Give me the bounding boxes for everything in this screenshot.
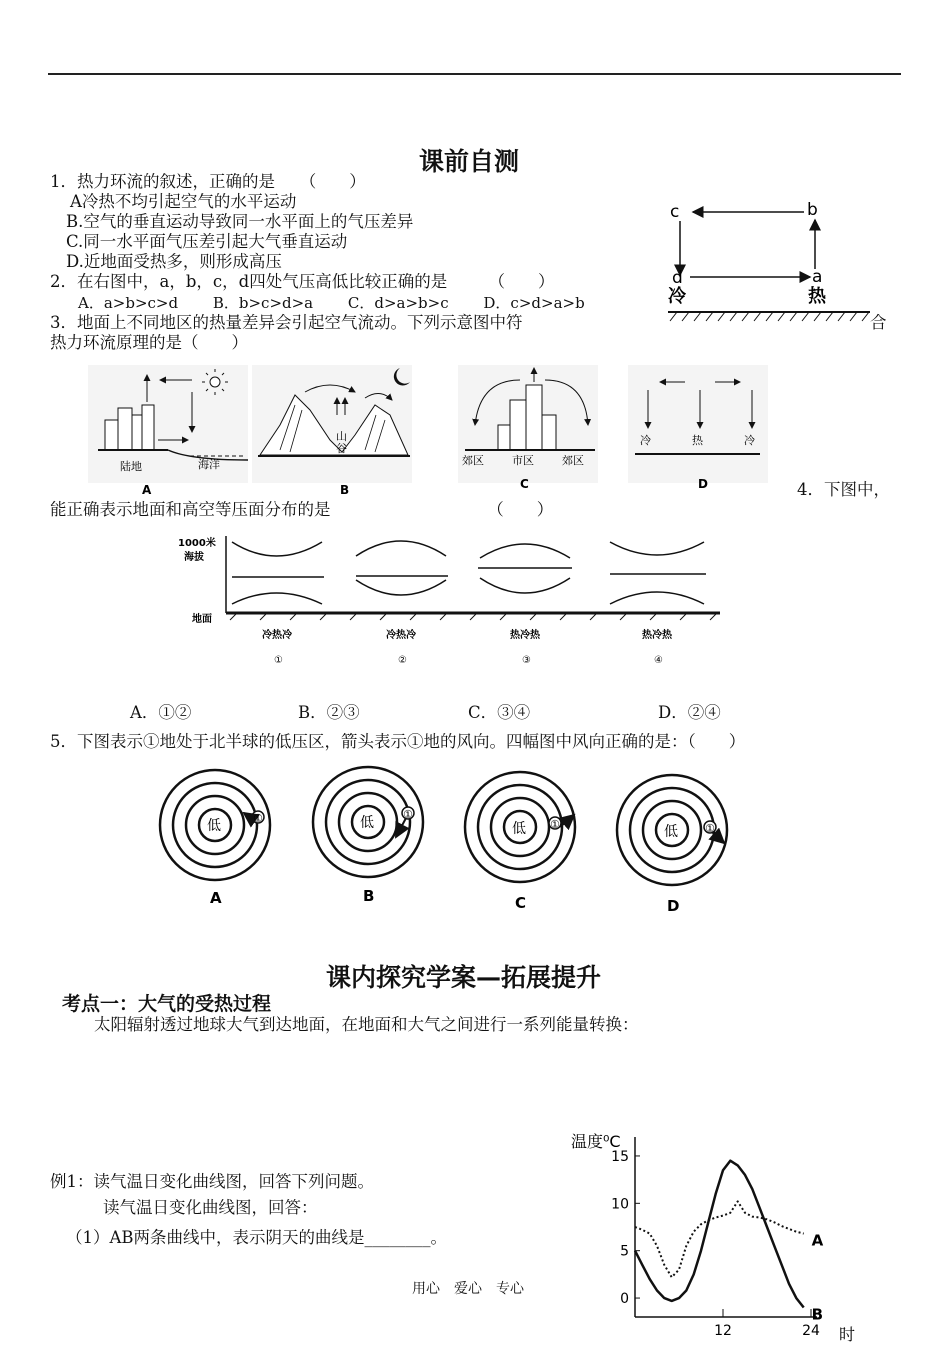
q3-panel-b: [252, 365, 412, 495]
svg-text:①: ①: [550, 818, 560, 831]
svg-text:市区: 市区: [512, 454, 534, 467]
svg-text:B: B: [340, 483, 350, 495]
svg-text:低: 低: [664, 824, 678, 840]
svg-text:海洋: 海洋: [198, 458, 220, 471]
svg-text:低: 低: [207, 818, 221, 834]
svg-text:①: ①: [705, 822, 715, 835]
q4-isobar-diagram: [170, 530, 730, 675]
q4-option-d: D．②④: [658, 703, 721, 722]
header-rule: [48, 73, 901, 75]
svg-text:低: 低: [512, 821, 526, 837]
example-1-line1: 例1：读气温日变化曲线图，回答下列问题。: [50, 1172, 374, 1191]
svg-text:③: ③: [522, 655, 531, 666]
q4-panel-1: [232, 542, 324, 666]
point-a: a: [812, 267, 823, 287]
q3-panel-c: [458, 365, 598, 491]
svg-text:D: D: [667, 897, 680, 915]
q1-option-d: D.近地面受热多，则形成高压: [66, 252, 282, 271]
series-line-a: [635, 1201, 804, 1277]
q4-panel-4: [610, 542, 706, 666]
svg-text:冷: 冷: [744, 434, 755, 447]
q3-stem: 3．地面上不同地区的热量差异会引起空气流动。下列示意图中符: [50, 313, 523, 332]
q4-option-b: B．②③: [298, 703, 360, 722]
q2-stem: 2．在右图中，a，b，c，d四处气压高低比较正确的是 （ ）: [50, 272, 555, 291]
point-b: b: [807, 200, 818, 220]
q2-circulation-diagram: [660, 195, 900, 330]
ground-hatch: [670, 312, 869, 321]
svg-text:陆地: 陆地: [120, 460, 142, 473]
svg-text:B: B: [363, 887, 375, 905]
q1-option-c: C.同一水平面气压差引起大气垂直运动: [66, 232, 348, 251]
svg-text:①: ①: [403, 808, 413, 821]
point-1-intro: 太阳辐射透过地球大气到达地面，在地面和大气之间进行一系列能量转换：: [94, 1015, 639, 1034]
svg-text:郊区: 郊区: [562, 454, 584, 467]
y-tick-label: 15: [611, 1148, 629, 1165]
section-title-pre-test: 课前自测: [419, 147, 520, 176]
svg-text:冷热冷: 冷热冷: [386, 630, 416, 641]
q3-panel-d: [628, 365, 768, 491]
q1-stem: 1．热力环流的叙述，正确的是 （ ）: [50, 172, 366, 191]
series-label-b: B: [811, 1305, 824, 1324]
svg-text:C: C: [515, 894, 527, 912]
svg-text:D: D: [698, 477, 708, 491]
q4-option-c: C．③④: [468, 703, 531, 722]
q3-panels: [80, 360, 780, 495]
svg-text:低: 低: [360, 815, 374, 831]
svg-text:①: ①: [274, 655, 283, 666]
page-footer: 用心 爱心 专心: [412, 1281, 524, 1297]
x-tick-label: 24: [802, 1323, 820, 1339]
q1-option-a: A冷热不均引起空气的水平运动: [70, 192, 297, 211]
svg-text:冷热冷: 冷热冷: [262, 630, 292, 641]
q4-option-a: A．①②: [130, 703, 192, 722]
svg-text:C: C: [520, 477, 529, 491]
point-c: c: [670, 202, 680, 222]
chart-xlabel: 时: [839, 1325, 856, 1344]
svg-text:海拔: 海拔: [184, 552, 204, 563]
series-line-b: [635, 1161, 804, 1308]
series-label-a: A: [811, 1231, 824, 1250]
svg-text:热冷热: 热冷热: [642, 630, 672, 641]
q4-stem: 能正确表示地面和高空等压面分布的是 （ ）: [50, 500, 554, 519]
q3-stem-tail: 合: [870, 313, 887, 332]
q2-options: A．a>b>c>d B．b>c>d>a C．d>a>b>c D．c>d>a>b: [78, 294, 585, 312]
svg-text:地面: 地面: [192, 614, 212, 625]
y-tick-label: 10: [611, 1196, 629, 1213]
point-1-heading: 考点一：大气的受热过程: [62, 993, 272, 1015]
label-cold: 冷: [668, 286, 686, 307]
svg-text:②: ②: [398, 655, 407, 666]
example-1-question-1: （1）AB两条曲线中，表示阴天的曲线是________。: [66, 1228, 448, 1247]
y-tick-label: 0: [620, 1291, 629, 1308]
svg-text:A: A: [210, 889, 222, 907]
section-title-inclass: 课内探究学案—拓展提升: [326, 963, 602, 992]
svg-text:谷: 谷: [336, 442, 347, 455]
q5-wind-diagrams: [150, 765, 750, 920]
svg-text:A: A: [142, 483, 152, 495]
svg-text:山: 山: [336, 430, 347, 443]
chart-ylabel: 温度⁰C: [571, 1132, 621, 1151]
x-tick-label: 12: [714, 1323, 732, 1339]
q3-stem-line2: 热力环流原理的是（ ）: [50, 333, 248, 352]
svg-text:冷: 冷: [640, 434, 651, 447]
svg-text:①: ①: [253, 812, 263, 825]
svg-text:热: 热: [692, 434, 703, 447]
label-hot: 热: [808, 286, 826, 307]
y-tick-label: 5: [620, 1243, 629, 1260]
q5-stem: 5．下图表示①地处于北半球的低压区，箭头表示①地的风向。四幅图中风向正确的是：（ ）: [50, 732, 746, 751]
q1-option-b: B.空气的垂直运动导致同一水平面上的气压差异: [66, 212, 414, 231]
svg-text:④: ④: [654, 655, 663, 666]
point-d: d: [672, 268, 683, 288]
q3-panel-a: [88, 365, 248, 495]
example-1-line2: 读气温日变化曲线图，回答：: [103, 1198, 318, 1217]
q4-ground-hatch: [230, 614, 716, 620]
svg-text:热冷热: 热冷热: [510, 630, 540, 641]
q4-panel-2: [356, 541, 448, 666]
q4-stem-tail: 4．下图中，: [797, 480, 890, 499]
q4-panel-3: [478, 544, 572, 666]
svg-text:1000米: 1000米: [178, 538, 216, 549]
svg-text:郊区: 郊区: [462, 454, 484, 467]
temperature-chart: [565, 1125, 865, 1347]
